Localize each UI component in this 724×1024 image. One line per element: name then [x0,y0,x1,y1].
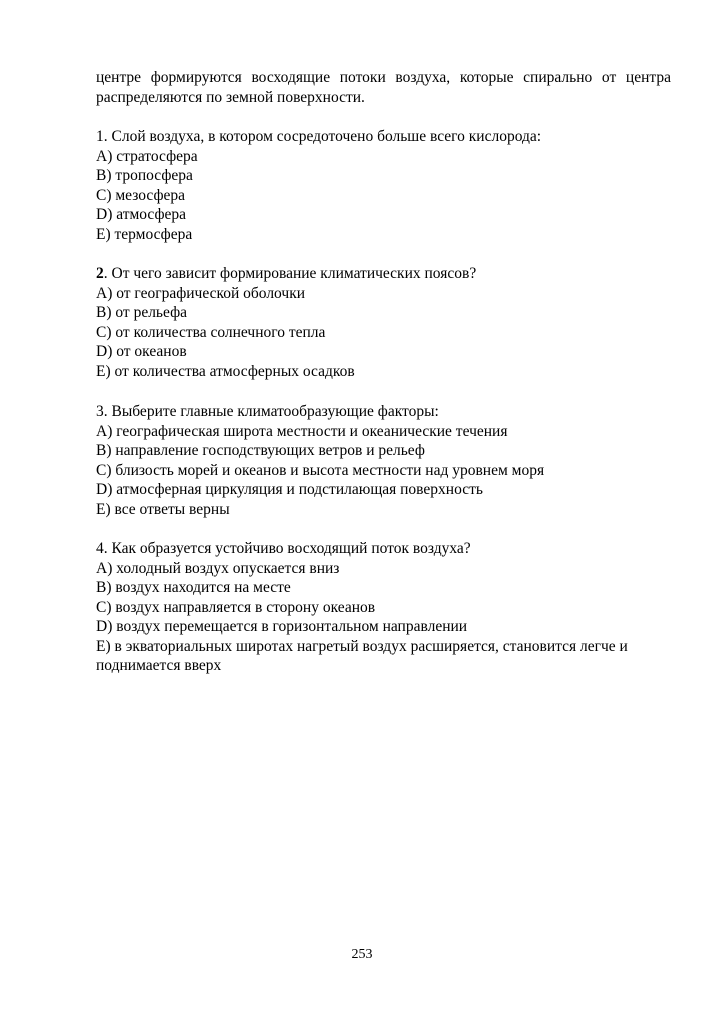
question-1 [96,127,686,244]
answer-option-c: С) от количества солнечного тепла [96,323,326,341]
answer-option-e: Е) термосфера [96,225,193,243]
answer-option-b: В) направление господствующих ветров и рельеф [96,442,425,459]
question-number: 4 [96,540,104,557]
answer-option-a: А) стратосфера [96,147,198,165]
question-text: . Слой воздуха, в котором сосредоточено больше всего кислорода: [103,128,542,145]
answer-option-d: D) от океанов [96,343,187,360]
question-3-title [96,402,686,422]
answer-option-e: Е) от количества атмосферных осадков [96,362,355,380]
question-text: . Как образуется устойчиво восходящий поток воздуха? [103,540,471,557]
question-text: . От чего зависит формирование климатических поясов? [103,265,477,282]
answer-option-d: D) атмосфера [96,206,187,223]
answer-option-c: С) мезосфера [96,186,186,204]
answer-option-c: С) воздух направляется в сторону океанов [96,598,376,616]
answer-option-e: Е) все ответы верны [96,500,230,518]
answer-option-d: D) атмосферная циркуляция и подстилающая поверхность [96,481,483,498]
answer-option-b: В) тропосфера [96,167,193,184]
answer-option-b: В) воздух находится на месте [96,579,291,596]
page-number: 253 [351,947,373,962]
answer-option-c: С) близость морей и океанов и высота местности над уровнем моря [96,461,545,479]
answer-option-d: D) воздух перемещается в горизонтальном направлении [96,618,468,635]
question-1-title [96,127,686,147]
question-4 [96,539,686,676]
question-number: 2 [96,265,104,282]
question-3 [96,402,686,519]
question-number: 1 [96,128,104,145]
question-4-title [96,539,686,559]
question-2 [96,264,686,381]
question-text: . Выберите главные климатообразующие факторы: [103,403,439,420]
answer-option-a: А) географическая широта местности и океанические течения [96,422,508,440]
answer-option-e: Е) в экваториальных широтах нагретый воздух расширяется, становится легче и поднимается вверх [96,637,628,674]
answer-option-a: А) от географической оболочки [96,284,306,302]
answer-option-b: В) от рельефа [96,304,187,321]
question-2-title [96,264,686,284]
intro-paragraph: центре формируются восходящие потоки воздуха, которые спирально от центра распределяются по земной поверхности. [96,69,671,106]
answer-option-a: А) холодный воздух опускается вниз [96,559,340,577]
question-number: 3 [96,403,104,420]
